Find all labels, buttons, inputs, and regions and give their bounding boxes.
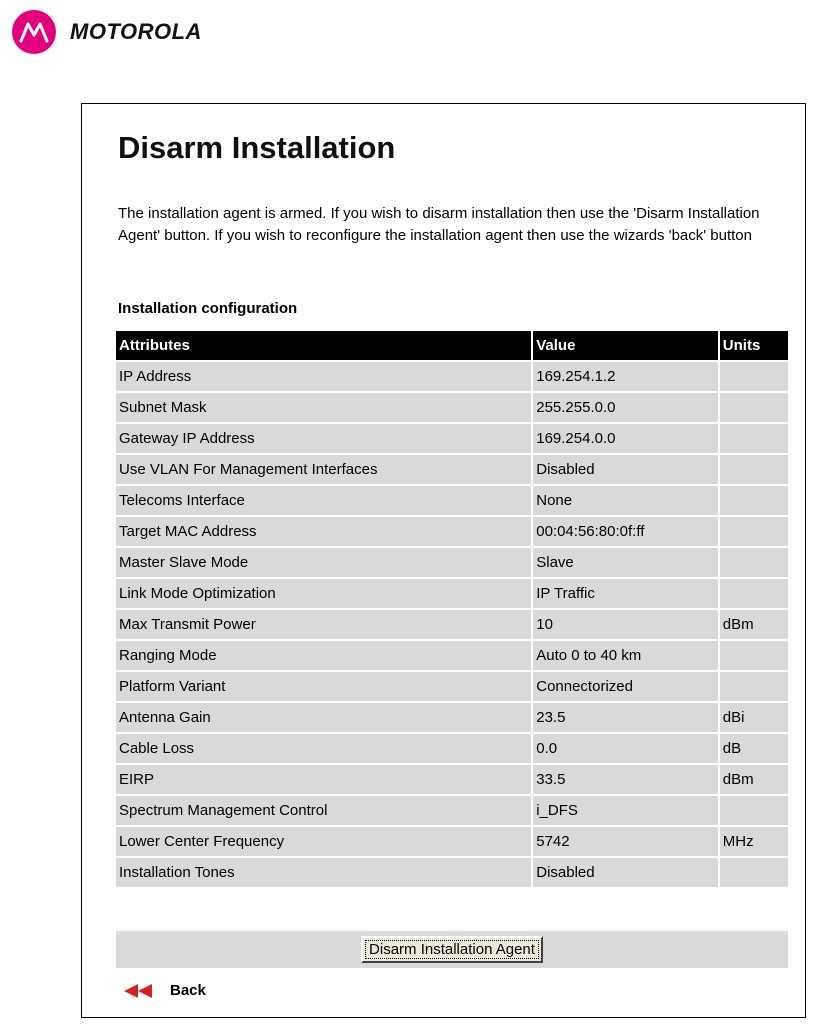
value-cell: Slave	[533, 548, 718, 577]
table-row	[116, 796, 788, 825]
table-row	[116, 393, 788, 422]
units-cell	[720, 486, 788, 515]
units-cell	[720, 517, 788, 546]
units-cell	[720, 362, 788, 391]
back-link[interactable]	[124, 982, 206, 999]
column-header-value: Value	[533, 331, 718, 360]
value-cell: i_DFS	[533, 796, 718, 825]
table-row	[116, 486, 788, 515]
brand-header	[12, 10, 202, 54]
value-cell: Connectorized	[533, 672, 718, 701]
value-cell: 255.255.0.0	[533, 393, 718, 422]
attribute-cell: Antenna Gain	[116, 703, 531, 732]
units-cell: dBm	[720, 765, 788, 794]
page-title: Disarm Installation	[118, 130, 396, 165]
table-header-row	[116, 331, 788, 360]
units-cell: dBm	[720, 610, 788, 639]
table-row	[116, 734, 788, 763]
value-cell: Disabled	[533, 455, 718, 484]
attribute-cell: Ranging Mode	[116, 641, 531, 670]
table-row	[116, 641, 788, 670]
table-row	[116, 424, 788, 453]
value-cell: 23.5	[533, 703, 718, 732]
attribute-cell: Target MAC Address	[116, 517, 531, 546]
value-cell: 0.0	[533, 734, 718, 763]
attribute-cell: Gateway IP Address	[116, 424, 531, 453]
attribute-cell: EIRP	[116, 765, 531, 794]
units-cell	[720, 548, 788, 577]
attribute-cell: Telecoms Interface	[116, 486, 531, 515]
value-cell: None	[533, 486, 718, 515]
units-cell	[720, 455, 788, 484]
column-header-units: Units	[720, 331, 788, 360]
value-cell: 00:04:56:80:0f:ff	[533, 517, 718, 546]
units-cell	[720, 796, 788, 825]
attribute-cell: Link Mode Optimization	[116, 579, 531, 608]
motorola-logo-icon	[12, 10, 56, 54]
value-cell: Disabled	[533, 858, 718, 887]
installation-config-table	[114, 329, 790, 889]
attribute-cell: Spectrum Management Control	[116, 796, 531, 825]
table-row	[116, 827, 788, 856]
units-cell	[720, 858, 788, 887]
button-row	[116, 931, 788, 968]
units-cell	[720, 424, 788, 453]
value-cell: 5742	[533, 827, 718, 856]
table-row	[116, 672, 788, 701]
attribute-cell: Subnet Mask	[116, 393, 531, 422]
value-cell: IP Traffic	[533, 579, 718, 608]
column-header-attributes: Attributes	[116, 331, 531, 360]
attribute-cell: Platform Variant	[116, 672, 531, 701]
attribute-cell: Max Transmit Power	[116, 610, 531, 639]
units-cell: MHz	[720, 827, 788, 856]
units-cell	[720, 393, 788, 422]
brand-wordmark: MOTOROLA	[70, 19, 202, 44]
table-row	[116, 703, 788, 732]
units-cell	[720, 672, 788, 701]
value-cell: 169.254.0.0	[533, 424, 718, 453]
value-cell: 169.254.1.2	[533, 362, 718, 391]
section-title: Installation configuration	[118, 300, 298, 317]
value-cell: Auto 0 to 40 km	[533, 641, 718, 670]
value-cell: 10	[533, 610, 718, 639]
table-row	[116, 765, 788, 794]
attribute-cell: IP Address	[116, 362, 531, 391]
attribute-cell: Master Slave Mode	[116, 548, 531, 577]
table-row	[116, 455, 788, 484]
attribute-cell: Lower Center Frequency	[116, 827, 531, 856]
table-body	[116, 362, 788, 887]
value-cell: 33.5	[533, 765, 718, 794]
table-row	[116, 362, 788, 391]
attribute-cell: Cable Loss	[116, 734, 531, 763]
units-cell: dB	[720, 734, 788, 763]
table-row	[116, 579, 788, 608]
table-row	[116, 858, 788, 887]
disarm-installation-agent-button[interactable]: Disarm Installation Agent	[361, 936, 543, 963]
disarm-installation-panel	[81, 103, 806, 1018]
attribute-cell: Use VLAN For Management Interfaces	[116, 455, 531, 484]
units-cell	[720, 641, 788, 670]
units-cell: dBi	[720, 703, 788, 732]
back-label[interactable]: Back	[170, 982, 206, 999]
units-cell	[720, 579, 788, 608]
table-row	[116, 548, 788, 577]
table-row	[116, 610, 788, 639]
intro-text: The installation agent is armed. If you wish to disarm installation then use the 'Disarm Installation Agent' button. If you wish to reconfigure the installation agent then use the wizards 'back' button	[118, 205, 760, 244]
attribute-cell: Installation Tones	[116, 858, 531, 887]
table-row	[116, 517, 788, 546]
double-left-arrow-icon[interactable]	[124, 984, 156, 998]
